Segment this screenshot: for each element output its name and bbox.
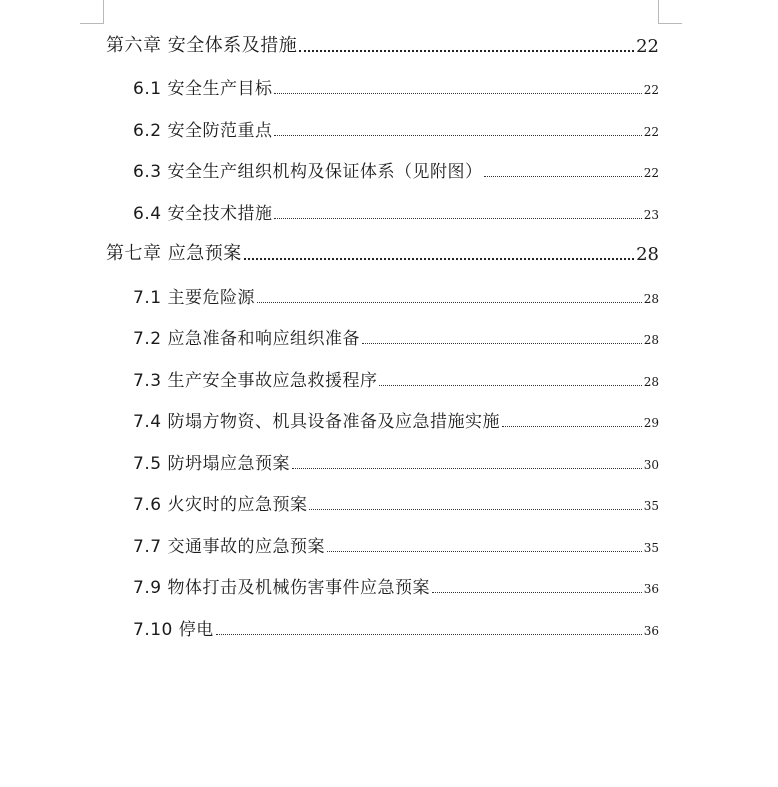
toc-entry-page: 29 [643,416,659,430]
toc-dot-leader [379,385,641,386]
crop-mark-right-horizontal [658,23,682,24]
toc-entry-title: 6.3 安全生产组织机构及保证体系（见附图） [133,162,483,182]
crop-mark-left-horizontal [80,23,104,24]
toc-entry-7-5[interactable] [133,450,659,474]
toc-entry-title: 7.3 生产安全事故应急救援程序 [133,371,378,391]
toc-entry-6-1[interactable] [133,75,659,99]
toc-entry-6-4[interactable] [133,200,659,224]
crop-mark-right-vertical [658,0,659,24]
toc-entry-7-9[interactable] [133,574,659,598]
toc-entry-page: 22 [643,125,659,139]
toc-entry-7-3[interactable] [133,367,659,391]
toc-dot-leader [216,634,642,635]
toc-entry-title: 7.2 应急准备和响应组织准备 [133,329,360,349]
toc-entry-7-2[interactable] [133,325,659,349]
toc-dot-leader [274,93,641,94]
toc-entry-title: 6.2 安全防范重点 [133,121,273,141]
toc-entry-title: 第七章 应急预案 [106,243,242,264]
toc-entry-7-4[interactable] [133,408,659,432]
toc-entry-7-1[interactable] [133,284,659,308]
toc-entry-7-6[interactable] [133,491,659,515]
toc-dot-leader [362,343,642,344]
toc-entry-title: 6.1 安全生产目标 [133,79,273,99]
toc-entry-page: 23 [643,208,659,222]
toc-dot-leader [309,509,641,510]
toc-entry-page: 28 [643,375,659,389]
toc-entry-page: 35 [643,499,659,513]
toc-entry-page: 22 [643,166,659,180]
toc-entry-page: 22 [643,83,659,97]
toc-entry-title: 7.10 停电 [133,620,214,640]
toc-dot-leader [257,302,642,303]
toc-entry-title: 7.1 主要危险源 [133,288,255,308]
toc-entry-7-7[interactable] [133,533,659,557]
toc-entry-title: 6.4 安全技术措施 [133,204,273,224]
toc-dot-leader [244,258,634,260]
toc-entry-title: 7.4 防塌方物资、机具设备准备及应急措施实施 [133,412,500,432]
toc-entry-title: 第六章 安全体系及措施 [106,35,298,56]
toc-entry-title: 7.5 防坍塌应急预案 [133,454,290,474]
toc-dot-leader [432,592,642,593]
toc-dot-leader [299,50,634,52]
toc-entry-6-3[interactable] [133,158,659,182]
toc-entry-page: 22 [636,36,659,57]
toc-entry-title: 7.9 物体打击及机械伤害事件应急预案 [133,578,430,598]
toc-entry-page: 36 [643,624,659,638]
toc-entry-chapter-7[interactable] [106,241,659,265]
toc-entry-page: 28 [643,333,659,347]
toc-entry-page: 28 [636,244,659,265]
toc-entry-title: 7.6 火灾时的应急预案 [133,495,308,515]
crop-mark-left-vertical [103,0,104,24]
toc-entry-page: 28 [643,292,659,306]
toc-entry-7-10[interactable] [133,616,659,640]
toc-entry-6-2[interactable] [133,117,659,141]
toc-dot-leader [484,176,641,177]
toc-entry-chapter-6[interactable] [106,33,659,57]
toc-dot-leader [292,468,642,469]
toc-dot-leader [274,135,641,136]
toc-entry-title: 7.7 交通事故的应急预案 [133,537,325,557]
toc-dot-leader [327,551,642,552]
toc-dot-leader [502,426,642,427]
toc-entry-page: 35 [643,541,659,555]
toc-entry-page: 30 [643,458,659,472]
toc-dot-leader [274,218,641,219]
toc-entry-page: 36 [643,582,659,596]
